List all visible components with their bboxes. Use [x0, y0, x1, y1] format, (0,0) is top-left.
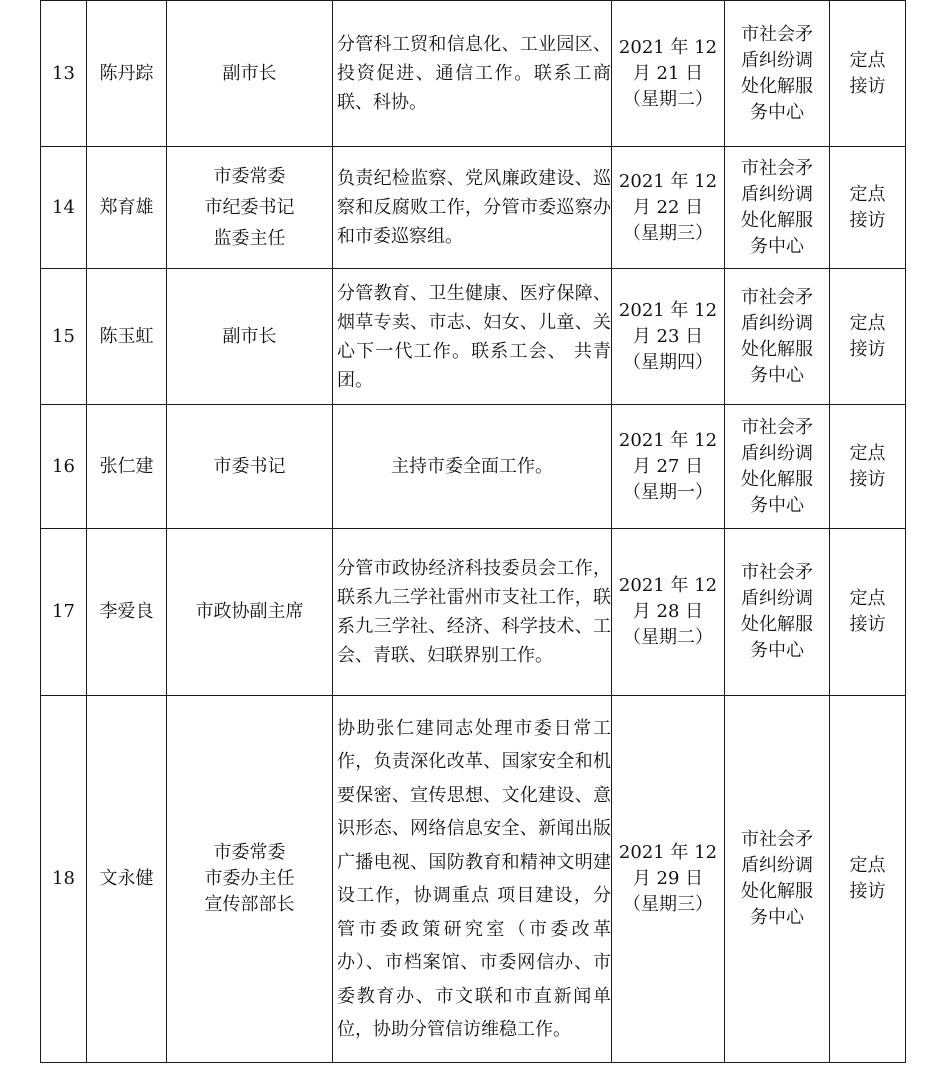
reception-mode [830, 529, 906, 696]
table-row [41, 147, 906, 269]
date-line: 月 22 日 [632, 196, 704, 218]
date-line: 2021 年 12 [618, 575, 718, 596]
mode-line: 定点 [849, 588, 886, 609]
place-line: 市社会矛 [741, 157, 813, 179]
mode-line: 接访 [849, 614, 886, 635]
date-line: 2021 年 12 [618, 429, 718, 451]
row-number: 14 [41, 147, 87, 269]
duty-description [333, 269, 612, 405]
place-line: 务中心 [750, 907, 804, 928]
leader-post [167, 269, 333, 405]
reception-date [612, 147, 725, 269]
duty-text: 负责纪检监察、党风廉政建设、巡察和反腐败工作，分管市委巡察办和市委巡察组。 [337, 168, 611, 247]
duty-text: 分管科工贸和信息化、工业园区、投资促进、通信工作。联系工商联、科协。 [337, 34, 611, 113]
reception-place [725, 529, 830, 696]
reception-place [725, 269, 830, 405]
row-number: 16 [41, 405, 87, 529]
reception-date [612, 529, 725, 696]
place-line: 处化解服 [741, 209, 813, 231]
place-line: 盾纠纷调 [741, 855, 813, 876]
place-line: 处化解服 [741, 881, 813, 902]
date-line: 2021 年 12 [618, 299, 718, 321]
reception-mode [830, 696, 906, 1063]
reception-place [725, 147, 830, 269]
date-line: 2021 年 12 [618, 170, 718, 192]
duty-text: 分管教育、卫生健康、医疗保障、烟草专卖、市志、妇女、儿童、关心下一代工作。联系工会、 共青团。 [337, 282, 611, 391]
place-line: 处化解服 [741, 75, 813, 97]
reception-date [612, 1, 725, 147]
reception-place [725, 1, 830, 147]
date-line: 2021 年 12 [618, 842, 718, 863]
mode-line: 定点 [849, 49, 886, 71]
post-line: 市纪委书记 [204, 197, 295, 218]
table-row [41, 529, 906, 696]
date-line: （星期三） [623, 222, 713, 244]
post-line: 市委常委 [213, 166, 286, 187]
reception-date [612, 405, 725, 529]
place-line: 盾纠纷调 [741, 442, 813, 464]
row-number: 15 [41, 269, 87, 405]
post-line: 副市长 [222, 325, 277, 347]
place-line: 处化解服 [741, 468, 813, 490]
place-line: 务中心 [750, 235, 804, 257]
leader-name: 陈玉虹 [87, 269, 167, 405]
place-line: 盾纠纷调 [741, 183, 813, 205]
place-line: 市社会矛 [741, 23, 813, 45]
row-number: 18 [41, 696, 87, 1063]
table-row [41, 1, 906, 147]
mode-line: 接访 [849, 338, 886, 360]
table-body [41, 1, 906, 1063]
duty-description [333, 696, 612, 1063]
duty-description [333, 1, 612, 147]
date-line: （星期二） [623, 627, 713, 648]
leader-name: 张仁建 [87, 405, 167, 529]
mode-line: 定点 [849, 855, 886, 876]
date-line: 2021 年 12 [618, 36, 718, 58]
post-line: 宣传部部长 [204, 894, 295, 915]
leader-post [167, 696, 333, 1063]
post-line: 市委常委 [213, 842, 286, 863]
post-line: 副市长 [222, 62, 277, 84]
row-number: 13 [41, 1, 87, 147]
post-line: 市委书记 [213, 455, 286, 477]
duty-description [333, 529, 612, 696]
mode-line: 接访 [849, 75, 886, 97]
mode-line: 接访 [849, 209, 886, 231]
place-line: 处化解服 [741, 338, 813, 360]
mode-line: 定点 [849, 312, 886, 334]
date-line: （星期四） [623, 351, 713, 373]
reception-schedule-table [40, 0, 906, 1063]
duty-text: 分管市政协经济科技委员会工作，联系九三学社雷州市支社工作，联系九三学社、经济、科学技术、工会、青联、妇联界别工作。 [337, 558, 611, 666]
post-line: 市政协副主席 [195, 601, 304, 622]
date-line: 月 27 日 [632, 455, 704, 477]
place-line: 务中心 [750, 364, 804, 386]
mode-line: 定点 [849, 183, 886, 205]
duty-text: 主持市委全面工作。 [391, 456, 553, 477]
leader-name: 陈丹踪 [87, 1, 167, 147]
date-line: 月 29 日 [632, 868, 704, 889]
reception-date [612, 269, 725, 405]
row-number: 17 [41, 529, 87, 696]
table-row [41, 696, 906, 1063]
place-line: 市社会矛 [741, 416, 813, 438]
leader-post [167, 529, 333, 696]
duty-description [333, 405, 612, 529]
leader-name: 李爱良 [87, 529, 167, 696]
place-line: 市社会矛 [741, 829, 813, 850]
reception-place [725, 696, 830, 1063]
place-line: 盾纠纷调 [741, 312, 813, 334]
place-line: 盾纠纷调 [741, 49, 813, 71]
reception-mode [830, 269, 906, 405]
mode-line: 定点 [849, 442, 886, 464]
date-line: 月 28 日 [632, 601, 704, 622]
post-line: 市委办主任 [204, 868, 295, 889]
table-row [41, 405, 906, 529]
reception-date [612, 696, 725, 1063]
reception-place [725, 405, 830, 529]
date-line: （星期一） [623, 481, 713, 503]
place-line: 市社会矛 [741, 562, 813, 583]
duty-text: 协助张仁建同志处理市委日常工作，负责深化改革、国家安全和机要保密、宣传思想、文化建设、意识形态、网络信息安全、新闻出版广播电视、国防教育和精神文明建设工作，协调重点 项目建设，分管市委政策研究室（市委改革办）、市档案馆、市委网信办、市委教育办、市文联和市直新闻单位，协助分管信访维稳工作。 [337, 717, 611, 1040]
duty-description [333, 147, 612, 269]
leader-name: 文永健 [87, 696, 167, 1063]
reception-mode [830, 405, 906, 529]
place-line: 盾纠纷调 [741, 588, 813, 609]
leader-post [167, 147, 333, 269]
date-line: （星期二） [623, 88, 713, 110]
place-line: 市社会矛 [741, 286, 813, 308]
date-line: 月 21 日 [632, 62, 704, 84]
place-line: 务中心 [750, 101, 804, 123]
table-row [41, 269, 906, 405]
reception-mode [830, 1, 906, 147]
reception-mode [830, 147, 906, 269]
date-line: 月 23 日 [632, 325, 704, 347]
mode-line: 接访 [849, 881, 886, 902]
mode-line: 接访 [849, 468, 886, 490]
leader-name: 郑育雄 [87, 147, 167, 269]
leader-post [167, 1, 333, 147]
date-line: （星期三） [623, 894, 713, 915]
place-line: 务中心 [750, 494, 804, 516]
place-line: 务中心 [750, 640, 804, 661]
place-line: 处化解服 [741, 614, 813, 635]
post-line: 监委主任 [213, 228, 286, 249]
leader-post [167, 405, 333, 529]
